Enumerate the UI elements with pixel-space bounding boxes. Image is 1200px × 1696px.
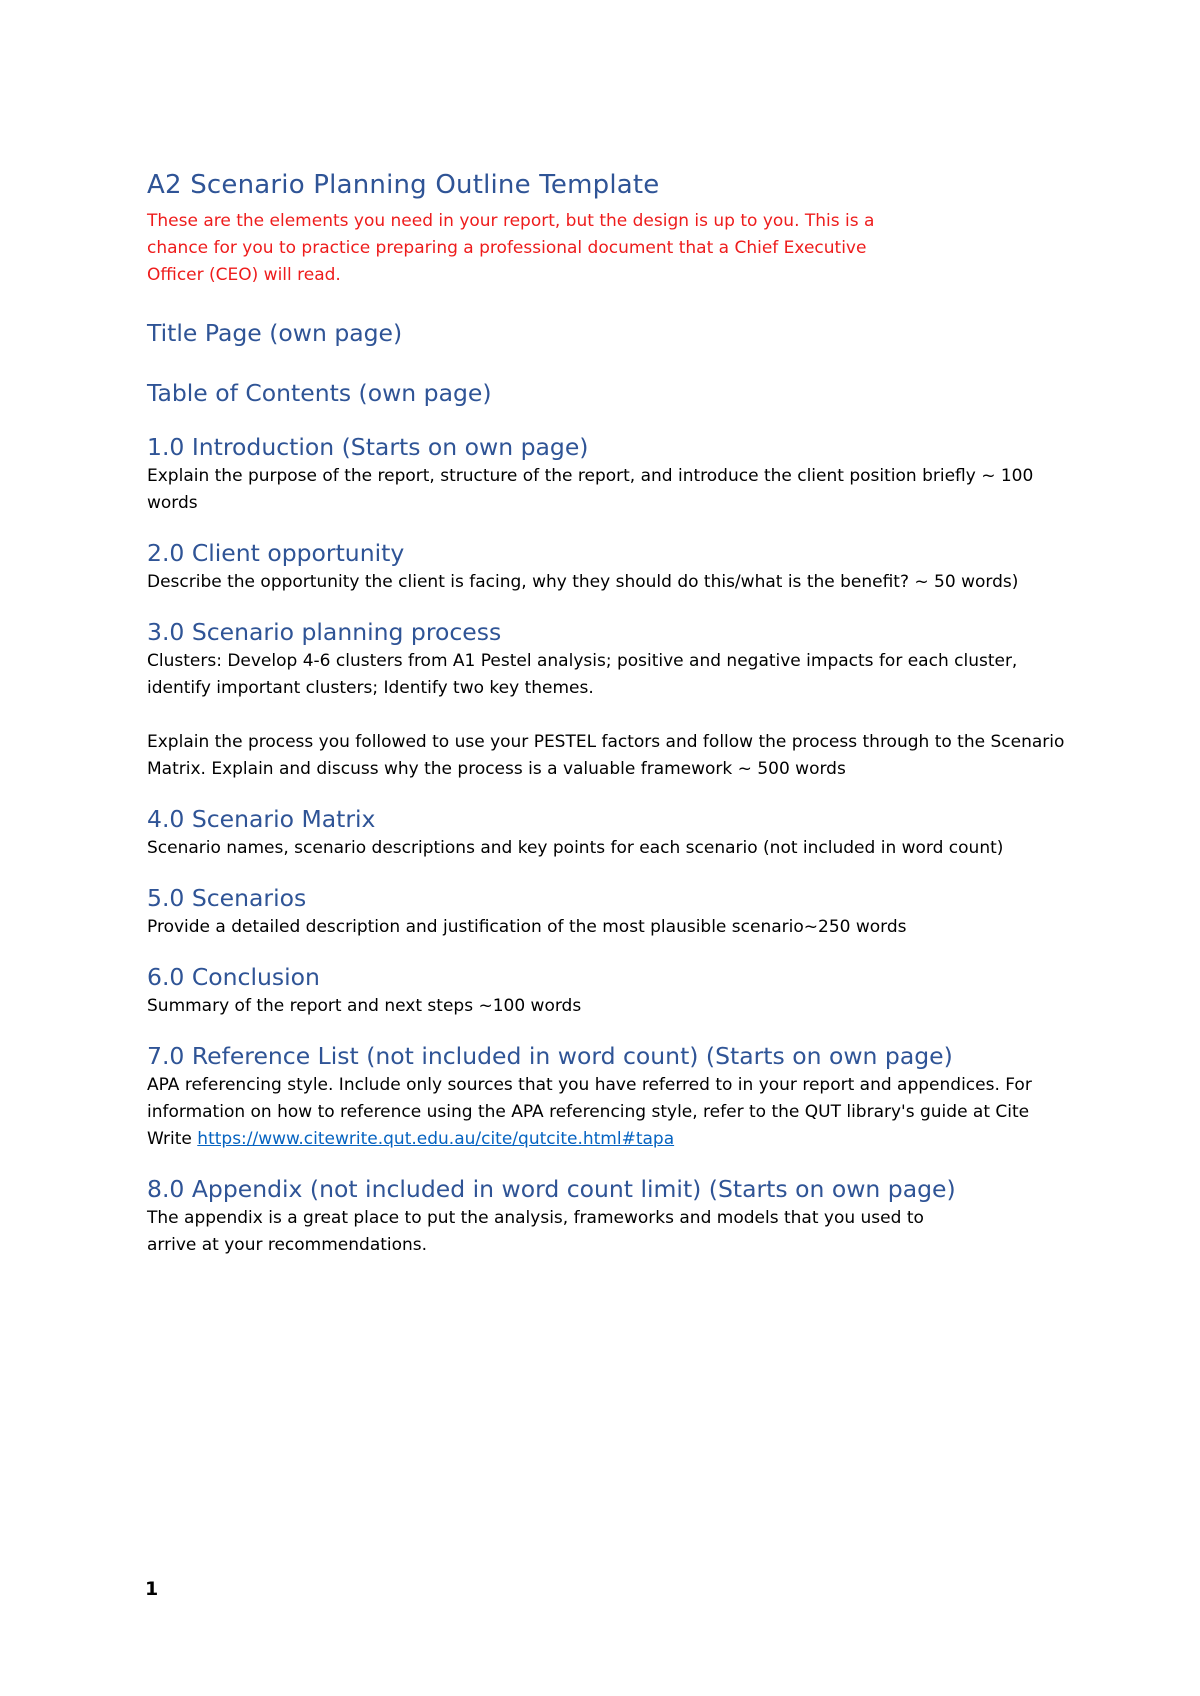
citewrite-link[interactable]: https://www.citewrite.qut.edu.au/cite/qutcite.html#tapa (197, 1129, 675, 1149)
document-content (147, 168, 1077, 1259)
section-heading-title-page: Title Page (own page) (147, 319, 403, 347)
section-appendix (147, 1173, 1077, 1259)
intro-instructions: These are the elements you need in your report, but the design is up to you. This is a chance for you to practice preparing a professional document that a Chief Executive Officer (CEO) will read. (147, 211, 875, 285)
section-scenario-planning-process (147, 616, 1077, 783)
section-heading-table-of-contents: Table of Contents (own page) (147, 379, 492, 407)
section-reference-list (147, 1040, 1077, 1153)
section-introduction (147, 431, 1077, 517)
section-conclusion (147, 961, 1077, 1020)
section-body-scenario-matrix: Scenario names, scenario descriptions and key points for each scenario (not included in word count) (147, 838, 1004, 858)
section-body-reference-list (147, 1072, 1047, 1153)
document-title: A2 Scenario Planning Outline Template (147, 170, 660, 200)
section-body-scenario-planning-explain: Explain the process you followed to use your PESTEL factors and follow the process through to the Scenario Matrix. Explain and discuss why the process is a valuable framework ~ 500 words (147, 732, 1065, 779)
section-body-scenarios: Provide a detailed description and justification of the most plausible scenario~250 words (147, 917, 907, 937)
section-title-page (147, 317, 1077, 349)
section-body-client-opportunity: Describe the opportunity the client is facing, why they should do this/what is the benefit? ~ 50 words) (147, 572, 1019, 592)
section-body-appendix: The appendix is a great place to put the analysis, frameworks and models that you used to arrive at your recommendations. (147, 1208, 924, 1255)
section-body-conclusion: Summary of the report and next steps ~100 words (147, 996, 582, 1016)
section-body-scenario-planning-clusters: Clusters: Develop 4-6 clusters from A1 Pestel analysis; positive and negative impacts for each cluster, identify important clusters; Identify two key themes. (147, 651, 1018, 698)
section-heading-reference-list: 7.0 Reference List (not included in word count) (Starts on own page) (147, 1042, 953, 1070)
section-heading-conclusion: 6.0 Conclusion (147, 963, 320, 991)
section-heading-scenario-matrix: 4.0 Scenario Matrix (147, 805, 376, 833)
page-number: 1 (145, 1578, 159, 1600)
section-scenario-matrix (147, 803, 1077, 862)
section-body-introduction: Explain the purpose of the report, structure of the report, and introduce the client position briefly ~ 100 words (147, 466, 1034, 513)
section-heading-introduction: 1.0 Introduction (Starts on own page) (147, 433, 589, 461)
section-heading-scenarios: 5.0 Scenarios (147, 884, 307, 912)
section-heading-appendix: 8.0 Appendix (not included in word count limit) (Starts on own page) (147, 1175, 956, 1203)
section-table-of-contents (147, 377, 1077, 409)
section-heading-scenario-planning-process: 3.0 Scenario planning process (147, 618, 502, 646)
reference-list-text: APA referencing style. Include only sources that you have referred to in your report and appendices. For information on how to reference using the APA referencing style, refer to the QUT library's guide at Cite Write (147, 1075, 1032, 1149)
section-heading-client-opportunity: 2.0 Client opportunity (147, 539, 405, 567)
section-scenarios (147, 882, 1077, 941)
section-client-opportunity (147, 537, 1077, 596)
